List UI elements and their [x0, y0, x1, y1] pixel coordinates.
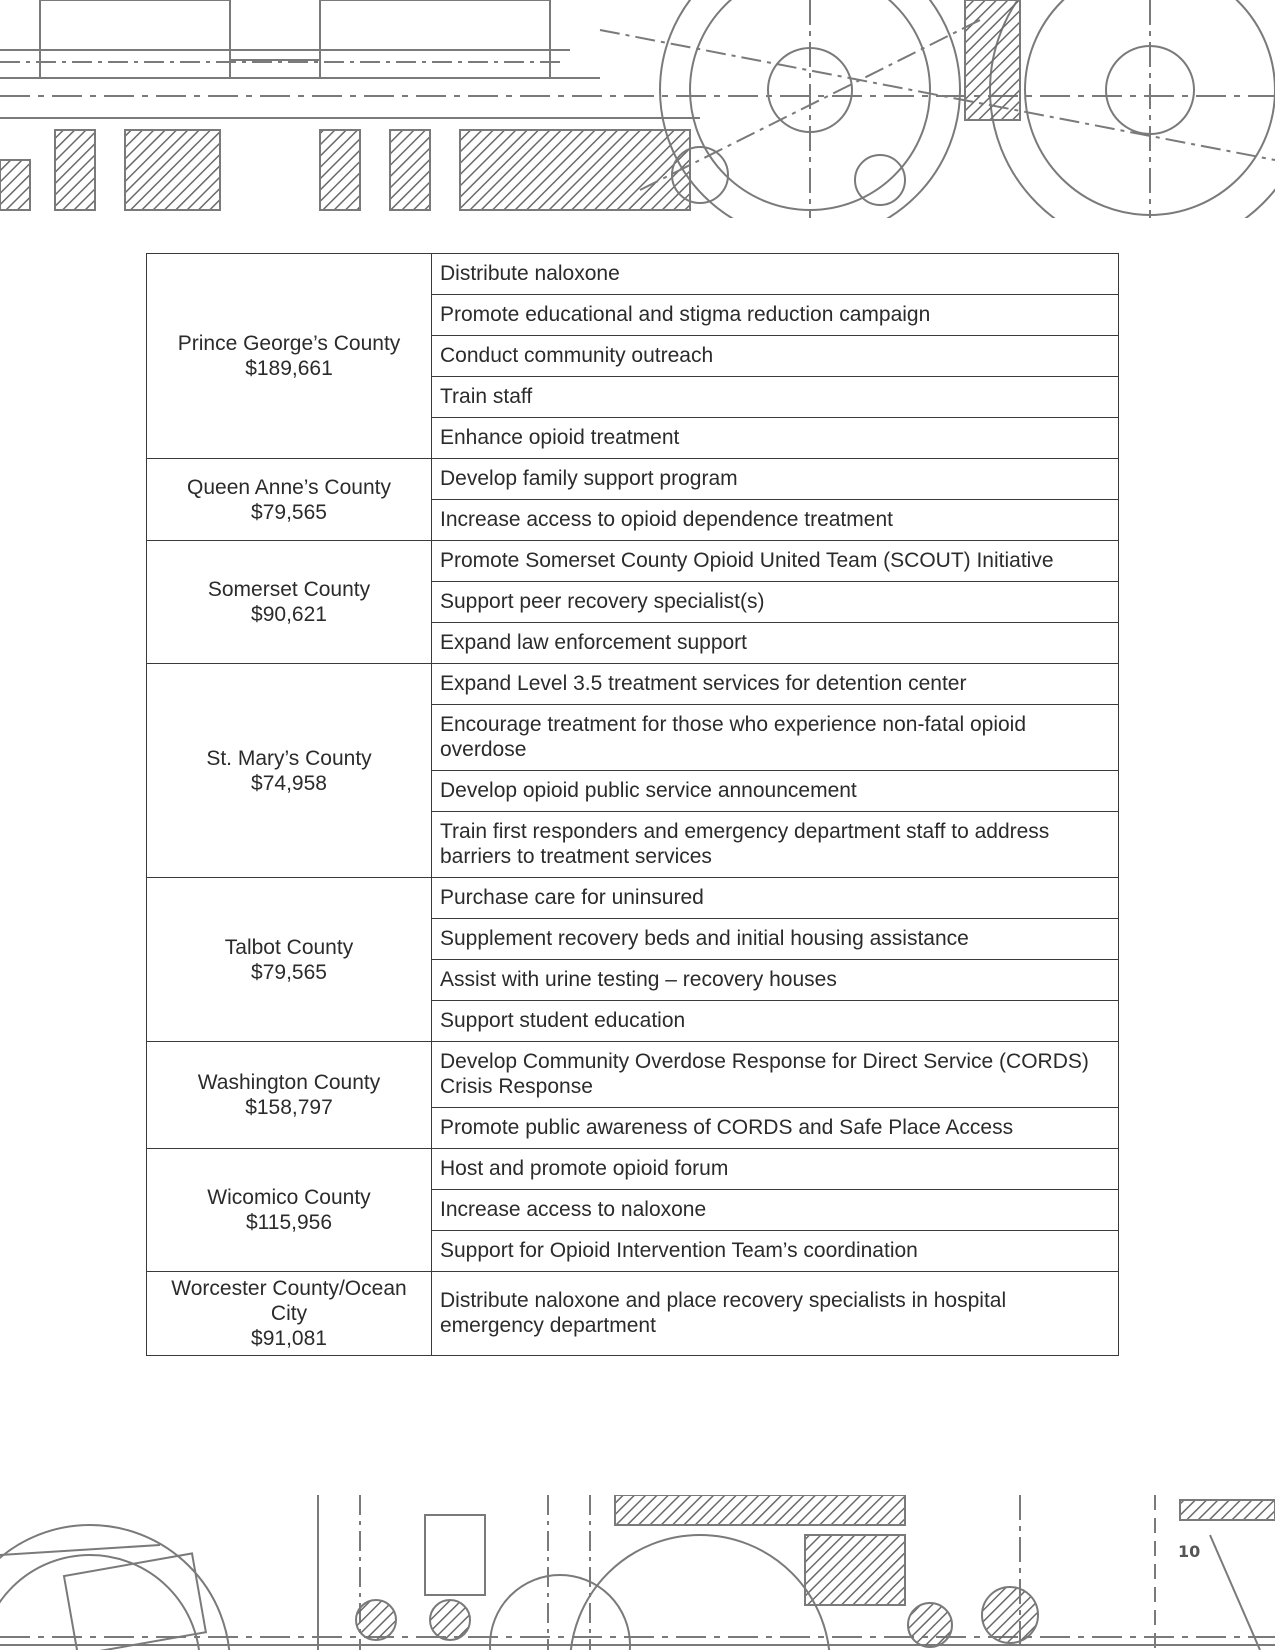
- table-row: [147, 541, 1119, 582]
- grant-amount: $189,661: [245, 357, 333, 380]
- activity-cell: Encourage treatment for those who experience non-fatal opioid overdose: [432, 705, 1119, 771]
- activity-cell: Expand Level 3.5 treatment services for detention center: [432, 664, 1119, 705]
- activity-cell: Purchase care for uninsured: [432, 878, 1119, 919]
- table-row: [147, 664, 1119, 705]
- activity-cell: Train first responders and emergency department staff to address barriers to treatment services: [432, 812, 1119, 878]
- top-blueprint-banner: [0, 0, 1275, 218]
- activity-cell: Distribute naloxone and place recovery specialists in hospital emergency department: [432, 1272, 1119, 1356]
- county-cell: [147, 1272, 432, 1356]
- table-row: [147, 1272, 1119, 1356]
- activity-cell: Support student education: [432, 1001, 1119, 1042]
- activity-cell: Increase access to naloxone: [432, 1190, 1119, 1231]
- activity-cell: Host and promote opioid forum: [432, 1149, 1119, 1190]
- county-cell: [147, 254, 432, 459]
- county-cell: [147, 541, 432, 664]
- grant-amount: $79,565: [251, 500, 327, 524]
- page-number: 10: [1178, 1542, 1201, 1561]
- county-cell: [147, 878, 432, 1042]
- grant-amount: $158,797: [245, 1096, 333, 1119]
- activity-cell: Develop family support program: [432, 459, 1119, 500]
- gear-blueprint-illustration: [0, 1495, 1275, 1650]
- county-name: Prince George’s County: [177, 332, 401, 355]
- county-name: Talbot County: [224, 935, 354, 959]
- activity-cell: Develop Community Overdose Response for Direct Service (CORDS) Crisis Response: [432, 1042, 1119, 1108]
- activity-cell: Supplement recovery beds and initial housing assistance: [432, 919, 1119, 960]
- table-row: [147, 254, 1119, 295]
- activity-cell: Distribute naloxone: [432, 254, 1119, 295]
- activity-cell: Train staff: [432, 377, 1119, 418]
- table-row: [147, 1042, 1119, 1108]
- county-name: Worcester County/Ocean City: [171, 1277, 407, 1325]
- county-cell: [147, 1042, 432, 1149]
- activity-cell: Promote Somerset County Opioid United Team (SCOUT) Initiative: [432, 541, 1119, 582]
- grant-amount: $90,621: [251, 603, 327, 626]
- activity-cell: Conduct community outreach: [432, 336, 1119, 377]
- activity-cell: Support peer recovery specialist(s): [432, 582, 1119, 623]
- activity-cell: Expand law enforcement support: [432, 623, 1119, 664]
- activity-cell: Promote public awareness of CORDS and Safe Place Access: [432, 1108, 1119, 1149]
- activity-cell: Assist with urine testing – recovery houses: [432, 960, 1119, 1001]
- county-name: Somerset County: [207, 578, 371, 601]
- county-name: Washington County: [197, 1071, 381, 1094]
- table-row: [147, 1149, 1119, 1190]
- table-row: [147, 459, 1119, 500]
- grant-amount: $115,956: [245, 1211, 333, 1234]
- county-name: St. Mary’s County: [206, 746, 372, 770]
- county-cell: [147, 1149, 432, 1272]
- county-grant-table: [146, 253, 1119, 1356]
- activity-cell: Develop opioid public service announcement: [432, 771, 1119, 812]
- county-cell: [147, 664, 432, 878]
- county-name: Queen Anne’s County: [187, 475, 391, 499]
- grant-amount: $79,565: [251, 960, 327, 984]
- activity-cell: Support for Opioid Intervention Team’s coordination: [432, 1231, 1119, 1272]
- activity-cell: Increase access to opioid dependence treatment: [432, 500, 1119, 541]
- activity-cell: Promote educational and stigma reduction campaign: [432, 295, 1119, 336]
- grant-amount: $91,081: [251, 1327, 327, 1350]
- county-name: Wicomico County: [207, 1186, 371, 1209]
- grant-amount: $74,958: [251, 771, 327, 795]
- gear-blueprint-illustration: [0, 0, 1275, 218]
- county-cell: [147, 459, 432, 541]
- activity-cell: Enhance opioid treatment: [432, 418, 1119, 459]
- bottom-blueprint-banner: [0, 1495, 1275, 1650]
- table-row: [147, 878, 1119, 919]
